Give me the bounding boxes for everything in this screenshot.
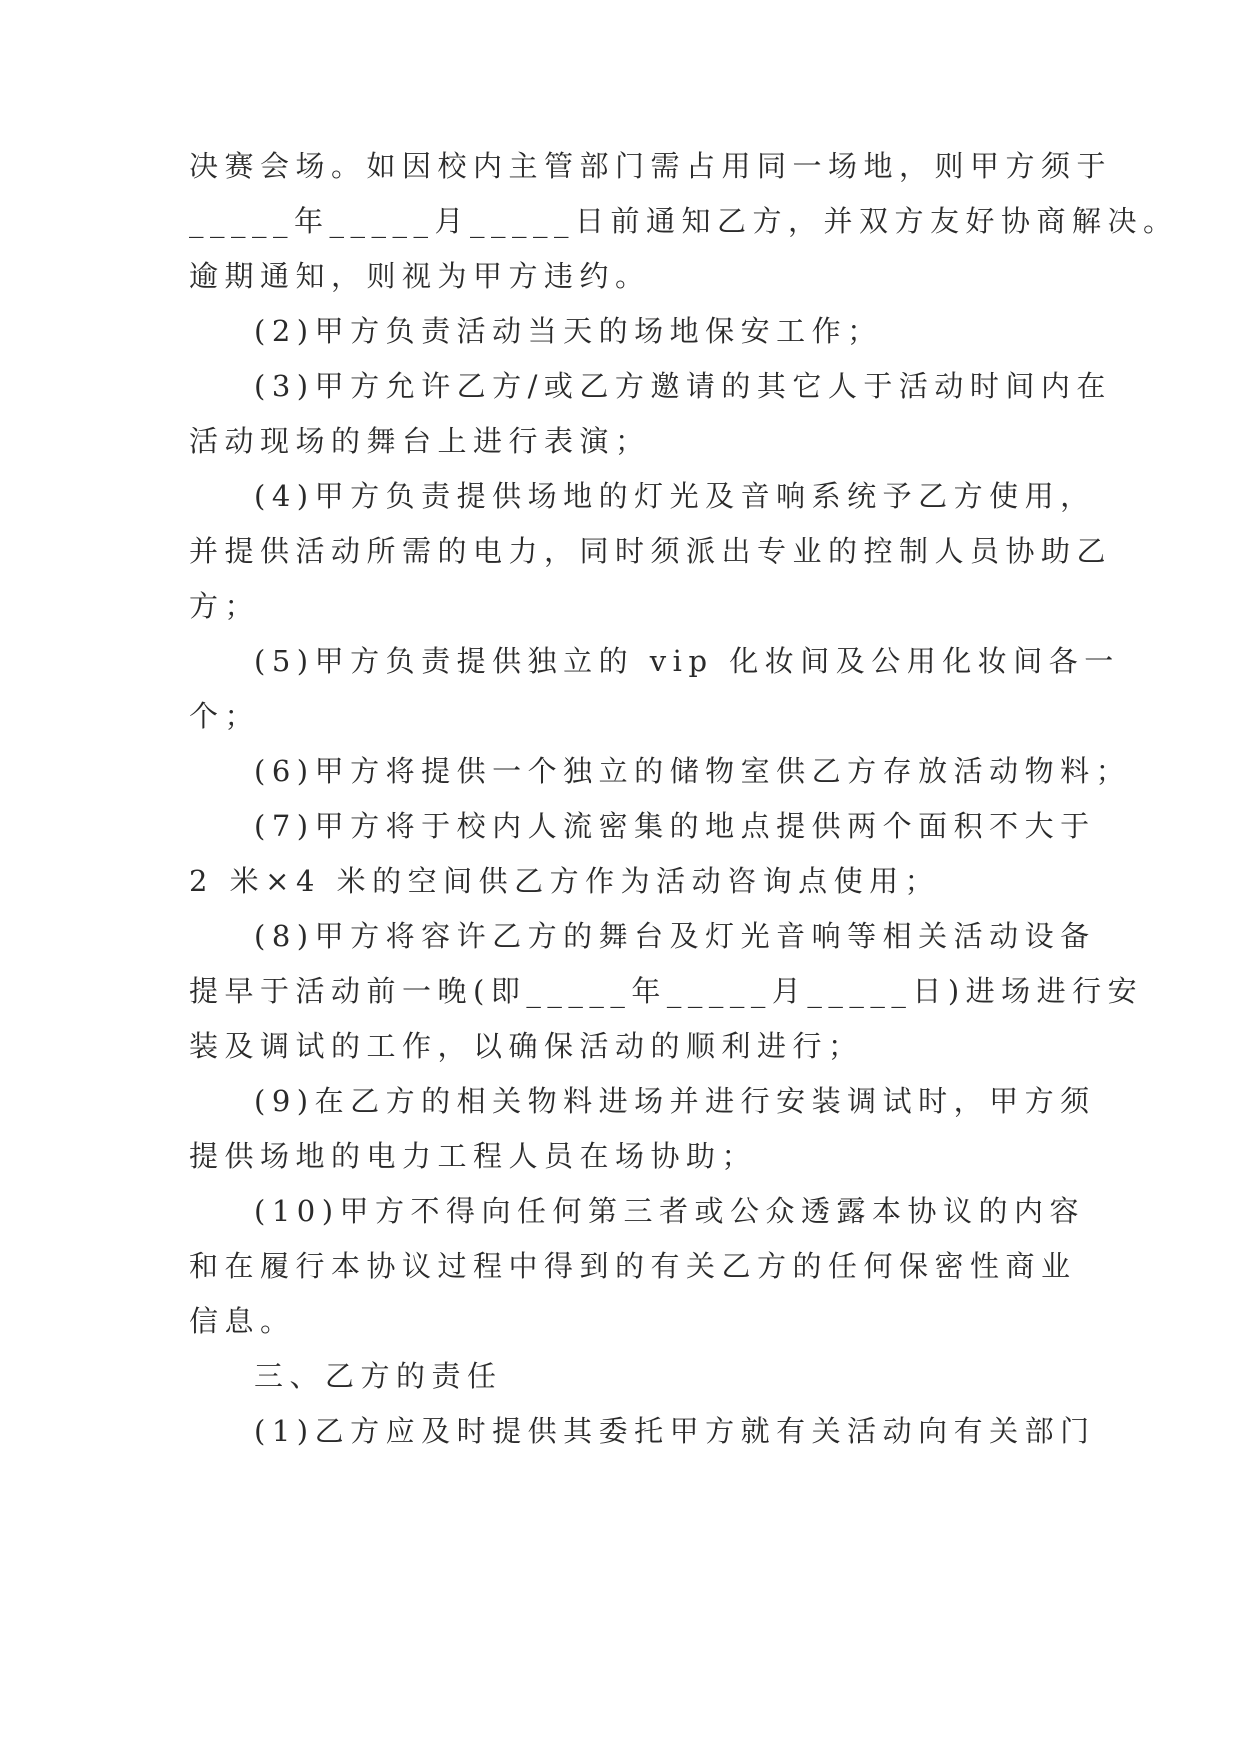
text-line: _____年_____月_____日前通知乙方，并双方友好协商解决。: [189, 204, 1179, 238]
text-line: 提早于活动前一晚(即_____年_____月_____日)进场进行安: [189, 974, 1144, 1008]
text-line: 方；: [189, 589, 261, 623]
text-line: 活动现场的舞台上进行表演；: [189, 424, 651, 458]
text-line: (1)乙方应及时提供其委托甲方就有关活动向有关部门: [254, 1414, 1096, 1448]
text-line: 和在履行本协议过程中得到的有关乙方的任何保密性商业: [189, 1249, 1077, 1283]
text-line: (4)甲方负责提供场地的灯光及音响系统予乙方使用，: [254, 479, 1096, 513]
text-line: (2)甲方负责活动当天的场地保安工作；: [254, 314, 883, 348]
text-line: (9)在乙方的相关物料进场并进行安装调试时，甲方须: [254, 1084, 1096, 1118]
text-line: (5)甲方负责提供独立的 vip 化妆间及公用化妆间各一: [254, 644, 1120, 678]
text-line: (8)甲方将容许乙方的舞台及灯光音响等相关活动设备: [254, 919, 1096, 953]
text-line: (10)甲方不得向任何第三者或公众透露本协议的内容: [254, 1194, 1086, 1228]
text-line: 2 米×4 米的空间供乙方作为活动咨询点使用；: [189, 864, 941, 898]
text-line: 信息。: [189, 1304, 296, 1338]
text-line: 装及调试的工作，以确保活动的顺利进行；: [189, 1029, 864, 1063]
section-heading: 三、乙方的责任: [254, 1359, 503, 1393]
text-line: (3)甲方允许乙方/或乙方邀请的其它人于活动时间内在: [254, 369, 1112, 403]
text-line: 个；: [189, 699, 261, 733]
text-line: 提供场地的电力工程人员在场协助；: [189, 1139, 758, 1173]
text-line: 逾期通知，则视为甲方违约。: [189, 259, 651, 293]
text-line: (6)甲方将提供一个独立的储物室供乙方存放活动物料；: [254, 754, 1132, 788]
text-line: 并提供活动所需的电力，同时须派出专业的控制人员协助乙: [189, 534, 1113, 568]
text-line: 决赛会场。如因校内主管部门需占用同一场地，则甲方须于: [189, 149, 1113, 183]
text-line: (7)甲方将于校内人流密集的地点提供两个面积不大于: [254, 809, 1096, 843]
